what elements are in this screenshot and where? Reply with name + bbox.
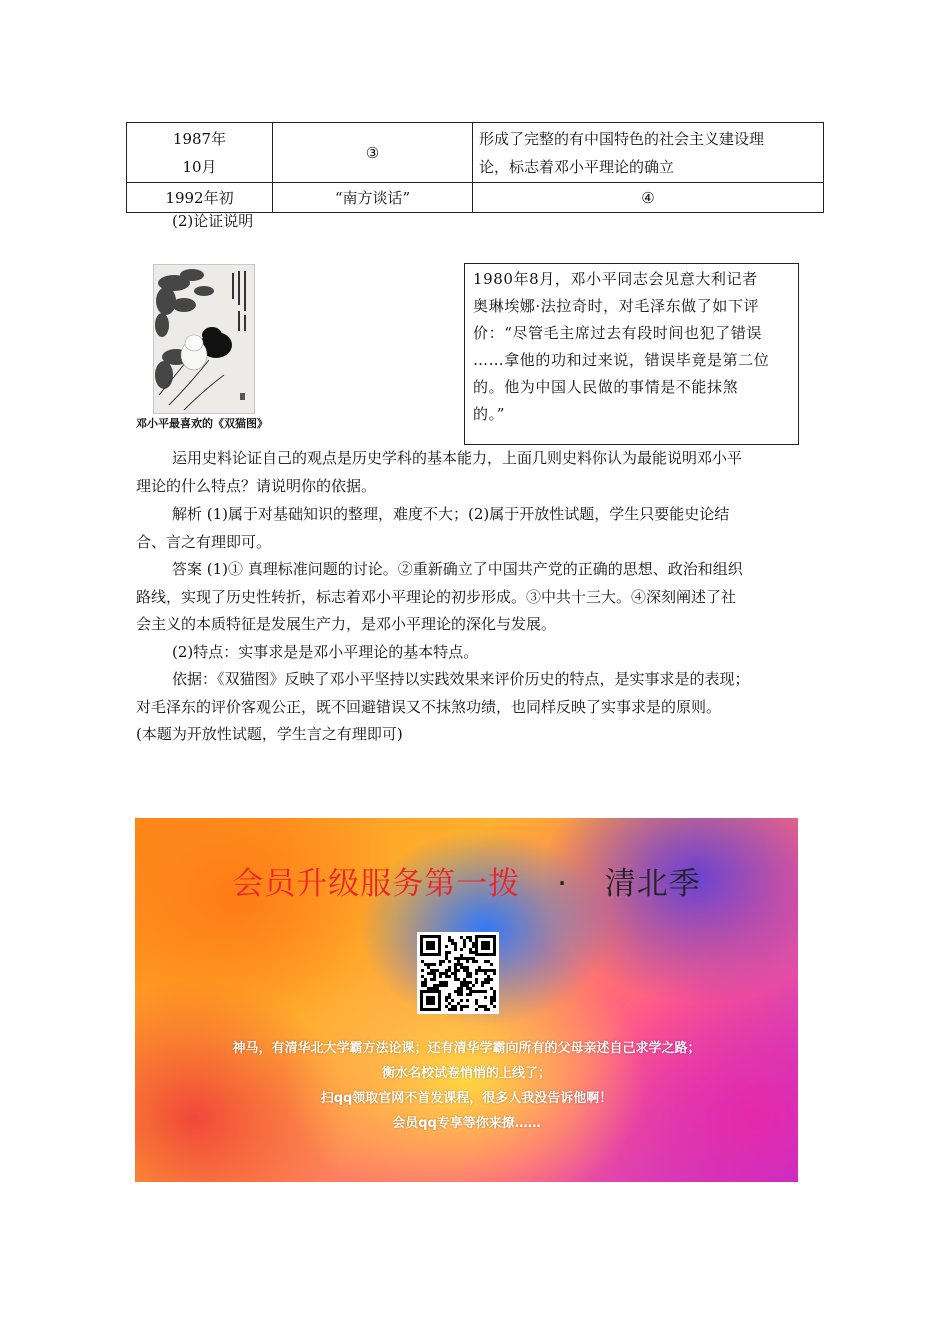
- qr-module: [433, 969, 436, 972]
- qr-module: [445, 969, 448, 972]
- qr-module: [454, 942, 457, 945]
- qr-module: [469, 951, 472, 954]
- qr-module: [469, 972, 472, 975]
- qr-module: [448, 993, 451, 996]
- qr-module: [430, 978, 433, 981]
- qr-module: [463, 945, 466, 948]
- qr-module: [475, 972, 478, 975]
- qr-module: [448, 996, 451, 999]
- table-cell: 1992年初: [127, 183, 273, 213]
- qr-module: [466, 966, 469, 969]
- cell-text: 论，标志着邓小平理论的确立: [479, 157, 675, 176]
- qr-module: [454, 945, 457, 948]
- qr-module: [445, 957, 448, 960]
- qr-module: [421, 984, 424, 987]
- quote-line: 价：“尽管毛主席过去有段时间也犯了错误: [473, 324, 763, 342]
- quote-line: 1980年8月，邓小平同志会见意大利记者: [473, 270, 758, 288]
- qr-module: [469, 990, 472, 993]
- qr-module: [454, 972, 457, 975]
- qr-module: [427, 963, 430, 966]
- answer-line: (本题为开放性试题，学生言之有理即可): [136, 725, 403, 743]
- question-line: 运用史料论证自己的观点是历史学科的基本能力，上面几则史料你认为最能说明邓小平: [172, 449, 743, 467]
- qr-module: [487, 975, 490, 978]
- qr-module: [466, 957, 469, 960]
- qr-module: [472, 945, 475, 948]
- qr-module: [445, 951, 448, 954]
- section-title: (2)论证说明: [172, 212, 254, 230]
- qr-module: [487, 978, 490, 981]
- double-cat-painting: [153, 264, 255, 414]
- qr-module: [442, 960, 445, 963]
- qr-module: [457, 993, 460, 996]
- qr-module: [469, 936, 472, 939]
- qr-module: [493, 999, 496, 1002]
- banner-line: 衡水名校试卷悄悄的上线了；: [381, 1066, 551, 1081]
- qr-module: [451, 939, 454, 942]
- qr-module: [484, 981, 487, 984]
- qr-module: [445, 999, 448, 1002]
- qr-module: [445, 972, 448, 975]
- qr-module: [478, 966, 481, 969]
- qr-module: [433, 984, 436, 987]
- qr-module: [457, 990, 460, 993]
- qr-module: [460, 936, 463, 939]
- promo-banner[interactable]: [135, 818, 798, 1182]
- painting-illustration: [154, 265, 254, 413]
- qr-module: [445, 984, 448, 987]
- qr-module: [454, 1008, 457, 1011]
- qr-module: [421, 960, 424, 963]
- qr-module: [460, 993, 463, 996]
- qr-module: [436, 984, 439, 987]
- answer-line: (2)特点：实事求是是邓小平理论的基本特点。: [172, 643, 479, 661]
- qr-module: [469, 939, 472, 942]
- qr-module: [442, 981, 445, 984]
- qr-module: [466, 972, 469, 975]
- month-text: 10月: [182, 157, 217, 176]
- qr-module: [460, 963, 463, 966]
- banner-line: 会员qq专享等你来撩……: [392, 1116, 541, 1131]
- qr-module: [454, 975, 457, 978]
- qr-module: [472, 942, 475, 945]
- analysis-line: 合、言之有理即可。: [136, 533, 272, 551]
- banner-title: [135, 858, 798, 903]
- qr-module: [439, 984, 442, 987]
- qr-module: [463, 969, 466, 972]
- qr-module: [430, 972, 433, 975]
- answer-line: 路线，实现了历史性转折，标志着邓小平理论的初步形成。③中共十三大。④深刻阐述了社: [136, 588, 737, 606]
- qr-module: [460, 999, 463, 1002]
- qr-module: [484, 978, 487, 981]
- qr-module: [475, 990, 478, 993]
- image-caption: 邓小平最喜欢的《双猫图》: [136, 417, 268, 430]
- qr-module: [448, 966, 451, 969]
- qr-module: [490, 996, 493, 999]
- qr-module: [433, 978, 436, 981]
- qr-module: [484, 1005, 487, 1008]
- qr-module: [481, 984, 484, 987]
- qr-module: [466, 960, 469, 963]
- qr-module: [487, 960, 490, 963]
- qr-module: [484, 960, 487, 963]
- analysis-line: 解析 (1)属于对基础知识的整理，难度不大；(2)属于开放性试题，学生只要能史论结: [172, 505, 730, 523]
- qr-module: [484, 1008, 487, 1011]
- qr-module: [472, 951, 475, 954]
- qr-module: [451, 942, 454, 945]
- answer-line: 会主义的本质特征是发展生产力，是邓小平理论的深化与发展。: [136, 615, 557, 633]
- qr-module: [454, 957, 457, 960]
- qr-module: [460, 1005, 463, 1008]
- qr-module: [463, 981, 466, 984]
- qr-module: [493, 969, 496, 972]
- qr-code-graphic: [417, 932, 499, 1014]
- qr-module: [463, 978, 466, 981]
- timeline-table: [126, 122, 824, 213]
- qr-module: [460, 948, 463, 951]
- qr-module: [439, 972, 442, 975]
- qr-module: [448, 951, 451, 954]
- qr-module: [421, 981, 424, 984]
- quote-line: 奥琳埃娜·法拉奇时，对毛泽东做了如下评: [473, 297, 760, 315]
- quote-line: 的。”: [473, 405, 505, 423]
- qr-module: [457, 960, 460, 963]
- qr-module: [493, 972, 496, 975]
- qr-module: [439, 960, 442, 963]
- qr-module: [484, 972, 487, 975]
- quote-box: [464, 263, 799, 445]
- qr-module: [487, 981, 490, 984]
- qr-module: [490, 987, 493, 990]
- quote-line: 的。他为中国人民做的事情是不能抹煞: [473, 378, 739, 396]
- qr-module: [436, 969, 439, 972]
- qr-module: [445, 1005, 448, 1008]
- qr-module: [433, 987, 436, 990]
- qr-module: [433, 963, 436, 966]
- banner-text-block: [135, 1036, 798, 1136]
- qr-module: [490, 999, 493, 1002]
- qr-module: [472, 990, 475, 993]
- qr-module: [466, 993, 469, 996]
- qr-module: [460, 981, 463, 984]
- qr-module: [466, 987, 469, 990]
- qr-module: [481, 981, 484, 984]
- qr-module: [466, 969, 469, 972]
- qr-module: [463, 984, 466, 987]
- question-line: 理论的什么特点？请说明你的依据。: [136, 477, 377, 495]
- qr-module: [451, 972, 454, 975]
- qr-module: [457, 963, 460, 966]
- qr-module: [469, 993, 472, 996]
- qr-module: [454, 966, 457, 969]
- table-cell: [127, 123, 273, 183]
- qr-module: [460, 957, 463, 960]
- table-cell: ④: [473, 183, 824, 213]
- qr-module: [484, 969, 487, 972]
- answer-line: 依据：《双猫图》反映了邓小平坚持以实践效果来评价历史的特点，是实事求是的表现；: [172, 670, 750, 688]
- banner-line: 神马，有清华北大学霸方法论课；还有清华学霸向所有的父母亲述自己求学之路；: [232, 1041, 701, 1056]
- qr-module: [463, 942, 466, 945]
- qr-module: [487, 1008, 490, 1011]
- qr-module: [493, 1005, 496, 1008]
- qr-module: [466, 984, 469, 987]
- qr-module: [475, 999, 478, 1002]
- table-cell: [473, 123, 824, 183]
- qr-module: [466, 1005, 469, 1008]
- qr-module: [448, 975, 451, 978]
- qr-module: [445, 981, 448, 984]
- qr-module: [445, 954, 448, 957]
- qr-module: [442, 984, 445, 987]
- qr-module: [475, 981, 478, 984]
- qr-module: [475, 1002, 478, 1005]
- qr-module: [472, 984, 475, 987]
- quote-line: ……拿他的功和过来说，错误毕竟是第二位: [473, 351, 770, 369]
- qr-module: [481, 1005, 484, 1008]
- qr-module: [454, 990, 457, 993]
- qr-module: [457, 969, 460, 972]
- answer-line: 对毛泽东的评价客观公正，既不回避错误又不抹煞功绩，也同样反映了实事求是的原则。: [136, 698, 722, 716]
- qr-module: [481, 990, 484, 993]
- qr-module: [469, 957, 472, 960]
- qr-module: [451, 1005, 454, 1008]
- qr-code-icon[interactable]: [417, 932, 499, 1014]
- qr-module: [445, 975, 448, 978]
- qr-module: [466, 936, 469, 939]
- table-row: [127, 123, 824, 183]
- qr-module: [433, 972, 436, 975]
- qr-module: [460, 966, 463, 969]
- qr-module: [457, 957, 460, 960]
- qr-module: [424, 978, 427, 981]
- qr-module: [451, 1008, 454, 1011]
- qr-module: [469, 981, 472, 984]
- qr-module: [490, 1002, 493, 1005]
- qr-module: [430, 963, 433, 966]
- qr-module: [463, 957, 466, 960]
- qr-module: [451, 999, 454, 1002]
- qr-module: [439, 981, 442, 984]
- answer-line: 答案 (1)① 真理标准问题的讨论。②重新确立了中国共产党的正确的思想、政治和组织: [172, 560, 743, 578]
- qr-module: [478, 1005, 481, 1008]
- qr-module: [430, 969, 433, 972]
- qr-module: [421, 975, 424, 978]
- qr-module: [466, 981, 469, 984]
- table-cell: ③: [273, 123, 473, 183]
- qr-module: [466, 999, 469, 1002]
- qr-module: [442, 972, 445, 975]
- qr-module: [460, 984, 463, 987]
- qr-module: [481, 969, 484, 972]
- qr-module: [445, 945, 448, 948]
- qr-module: [457, 987, 460, 990]
- qr-module: [490, 978, 493, 981]
- qr-module: [439, 963, 442, 966]
- qr-module: [493, 993, 496, 996]
- qr-module: [457, 978, 460, 981]
- qr-module: [427, 987, 430, 990]
- banner-title-main: 会员升级服务第一拨: [232, 866, 521, 902]
- qr-module: [448, 939, 451, 942]
- qr-module: [463, 939, 466, 942]
- banner-title-separator: ·: [557, 866, 568, 902]
- qr-module: [463, 966, 466, 969]
- qr-module: [448, 960, 451, 963]
- qr-module: [475, 960, 478, 963]
- qr-module: [454, 1005, 457, 1008]
- qr-module: [460, 987, 463, 990]
- qr-module: [445, 996, 448, 999]
- qr-module: [427, 972, 430, 975]
- qr-module: [487, 969, 490, 972]
- qr-module: [439, 975, 442, 978]
- banner-line: 扫qq领取官网不首发课程，很多人我没告诉他啊！: [320, 1091, 613, 1106]
- qr-module: [460, 990, 463, 993]
- qr-module: [490, 963, 493, 966]
- qr-module: [454, 963, 457, 966]
- qr-module: [436, 987, 439, 990]
- qr-module: [454, 969, 457, 972]
- qr-module: [478, 969, 481, 972]
- qr-module: [493, 990, 496, 993]
- qr-module: [469, 975, 472, 978]
- qr-module: [448, 969, 451, 972]
- qr-module: [490, 969, 493, 972]
- qr-module: [484, 990, 487, 993]
- qr-module: [448, 1002, 451, 1005]
- qr-module: [478, 990, 481, 993]
- qr-module: [457, 1002, 460, 1005]
- qr-module: [493, 996, 496, 999]
- qr-module: [454, 948, 457, 951]
- qr-module: [421, 969, 424, 972]
- year-text: 1987年: [172, 129, 227, 148]
- qr-module: [475, 1008, 478, 1011]
- qr-module: [475, 969, 478, 972]
- qr-module: [460, 1008, 463, 1011]
- qr-module: [484, 996, 487, 999]
- qr-module: [463, 1005, 466, 1008]
- qr-module: [460, 954, 463, 957]
- qr-module: [472, 960, 475, 963]
- qr-module: [433, 975, 436, 978]
- qr-module: [424, 981, 427, 984]
- qr-module: [454, 978, 457, 981]
- qr-module: [448, 936, 451, 939]
- qr-module: [469, 987, 472, 990]
- banner-title-season: 清北季: [604, 866, 701, 902]
- qr-module: [427, 966, 430, 969]
- qr-module: [469, 948, 472, 951]
- qr-module: [424, 984, 427, 987]
- qr-module: [448, 1008, 451, 1011]
- table-cell: “南方谈话”: [273, 183, 473, 213]
- qr-module: [430, 987, 433, 990]
- qr-module: [466, 975, 469, 978]
- cell-text: 形成了完整的有中国特色的社会主义建设理: [479, 129, 765, 148]
- qr-module: [475, 978, 478, 981]
- qr-module: [424, 963, 427, 966]
- qr-module: [472, 957, 475, 960]
